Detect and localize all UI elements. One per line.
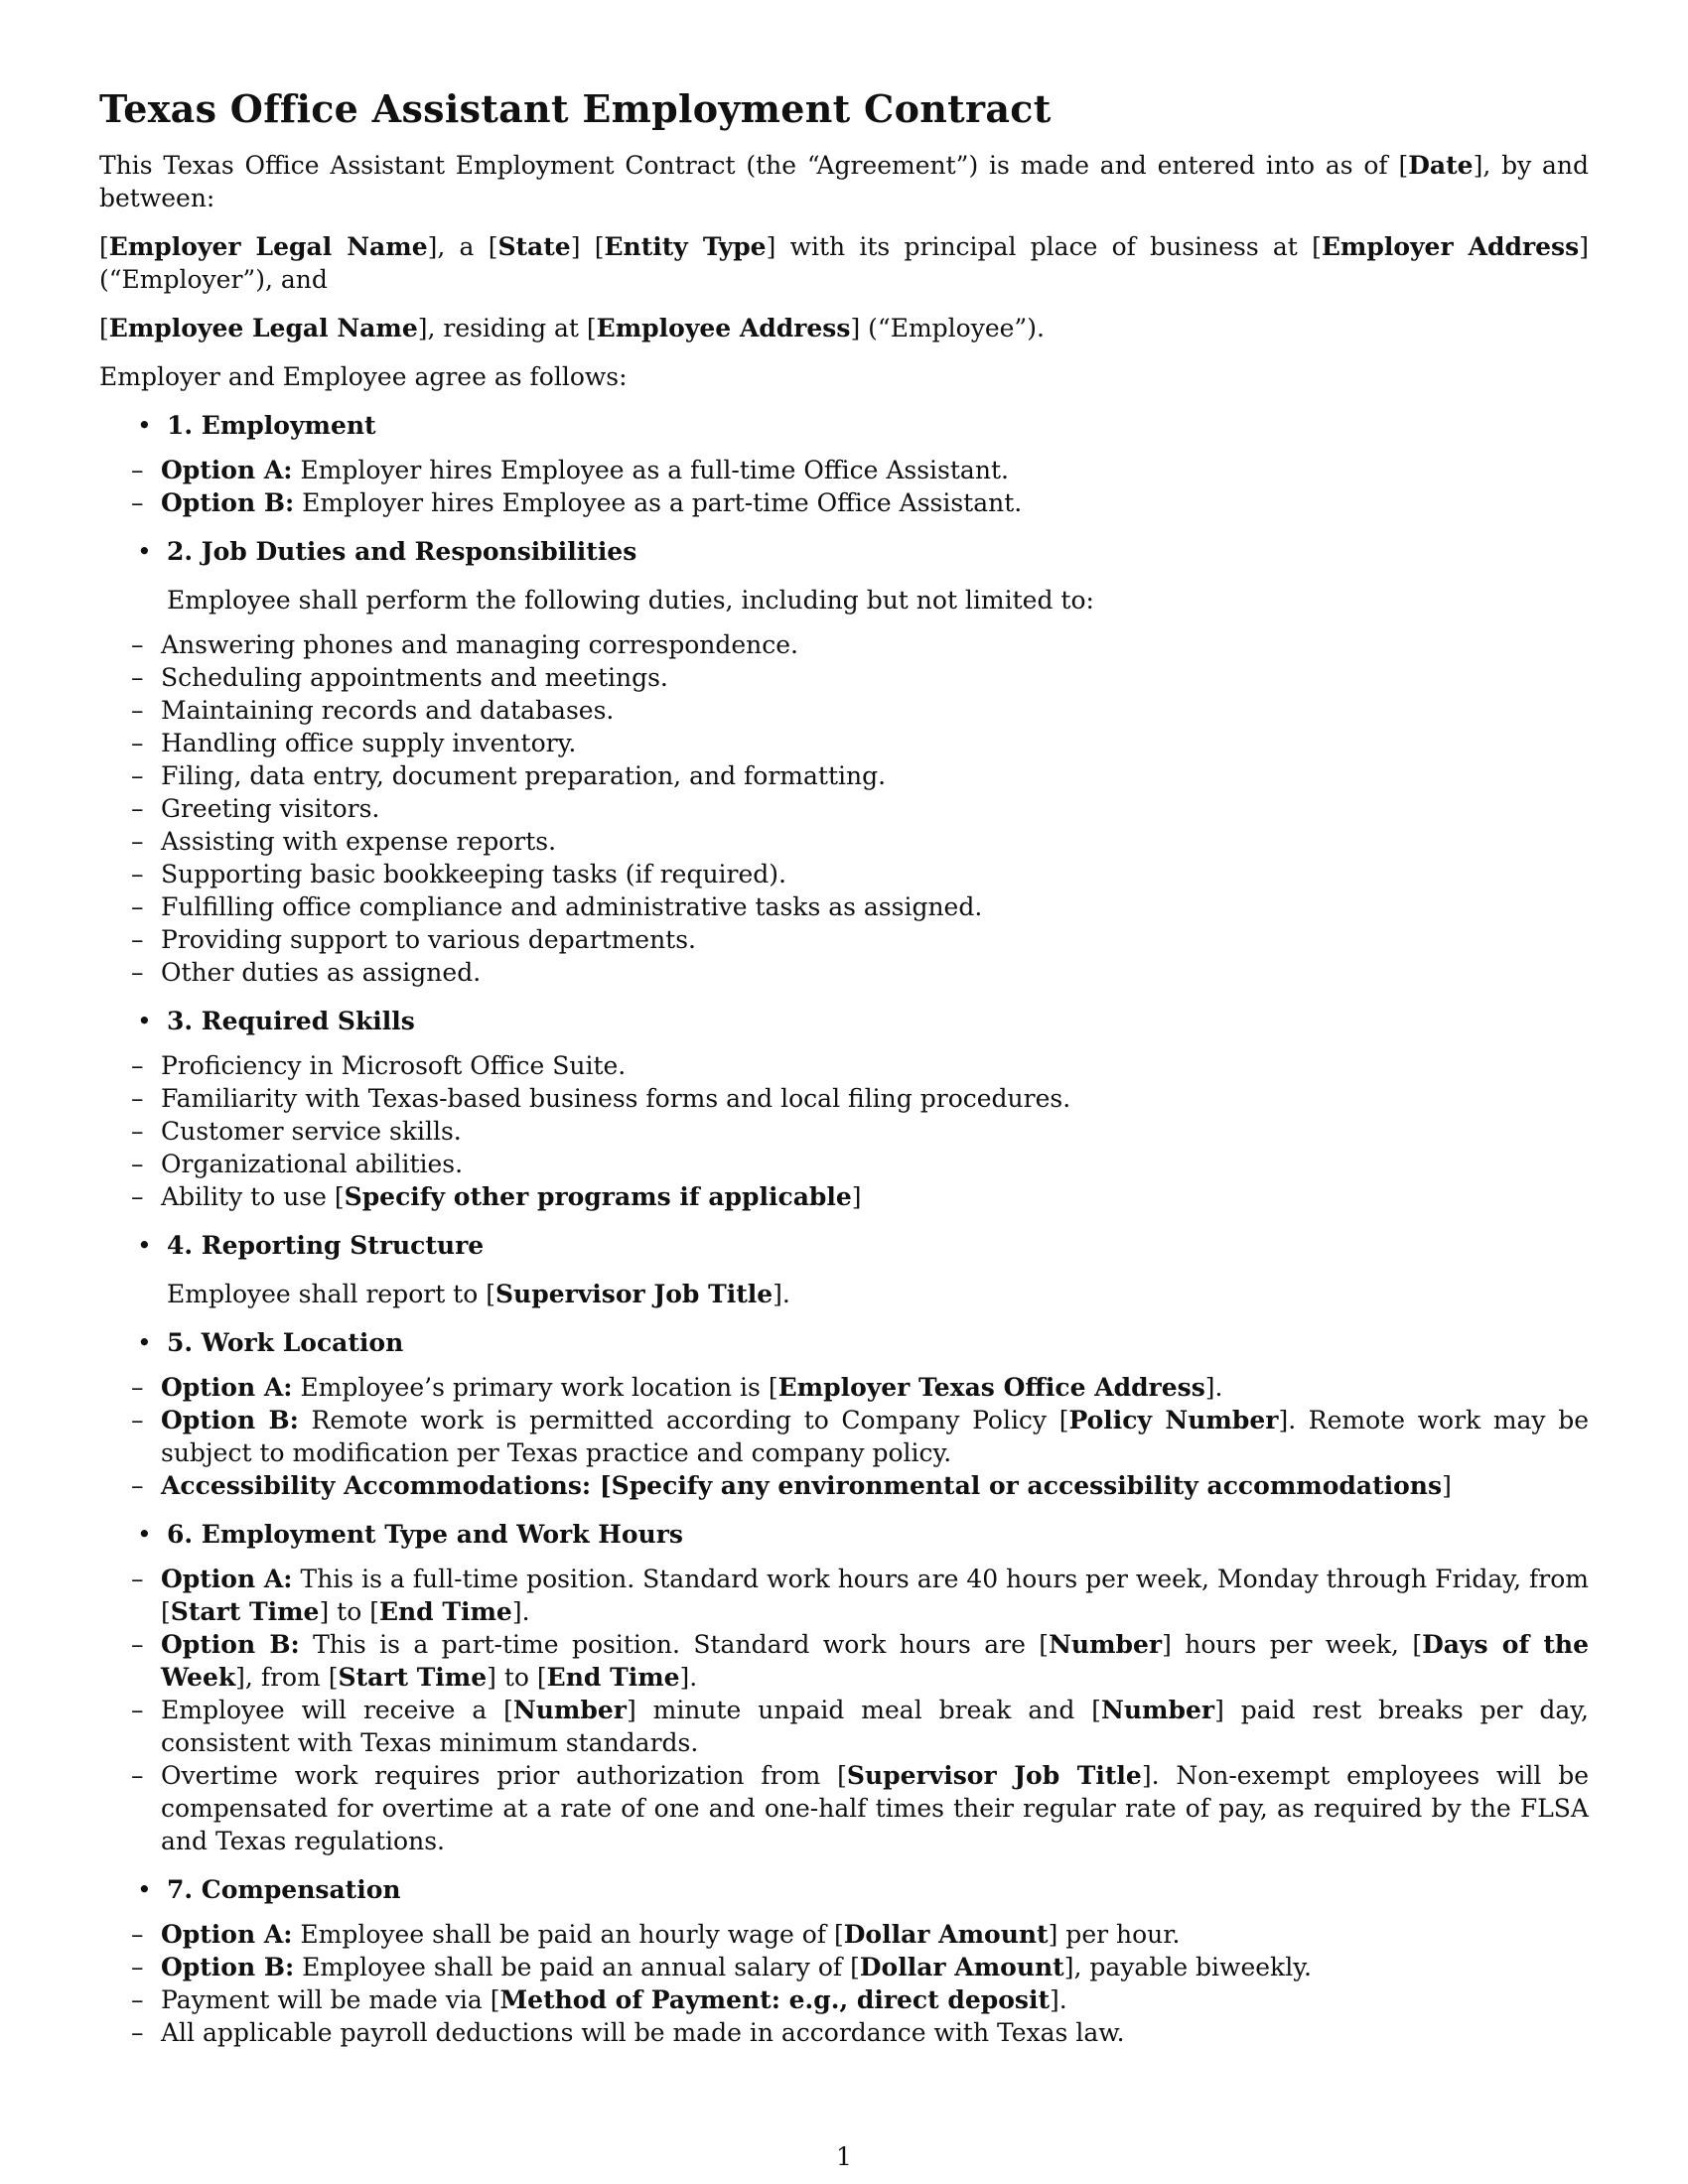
list-item: – Scheduling appointments and meetings. [131,663,668,692]
employer-legal-name-placeholder: Employer Legal Name [108,232,428,261]
list-item: – Option B: Employee shall be paid an annual salary of [Dollar Amount], payable biweekly. [131,1953,1312,1981]
bullet-icon: • [137,1007,152,1035]
list-item: – Maintaining records and databases. [131,696,615,725]
list-item: – Accessibility Accommodations: [Specify any environmental or accessibility accommodations] [131,1471,1452,1500]
section-heading: 7. Compensation [167,1875,401,1904]
bullet-icon: • [137,537,152,566]
list-item: – Payment will be made via [Method of Payment: e.g., direct deposit]. [131,1985,1067,2014]
skills-list [99,1049,1589,1213]
employee-address-placeholder: Employee Address [596,314,851,342]
list-item: – Organizational abilities. [131,1150,464,1178]
document-title: Texas Office Assistant Employment Contract [99,86,1052,131]
list-item: – Handling office supply inventory. [131,729,577,757]
section-heading: 6. Employment Type and Work Hours [167,1520,683,1549]
agree-paragraph: Employer and Employee agree as follows: [99,362,628,391]
section-work-hours [99,1518,1589,1857]
bullet-icon: • [137,1520,152,1549]
list-item: – Option A: Employer hires Employee as a full-time Office Assistant. [131,456,1009,484]
list-item: – Option B: Remote work is permitted according to Company Policy [Policy Number]. Remote work may be subject to modification per Texas practice and company policy. [131,1406,1589,1467]
duties-list [99,628,1589,989]
section-heading: 2. Job Duties and Responsibilities [167,537,637,566]
date-placeholder: Date [1408,151,1474,180]
list-item: – Other duties as assigned. [131,958,482,987]
list-item: – Familiarity with Texas-based business forms and local filing procedures. [131,1084,1071,1113]
employer-address-placeholder: Employer Address [1321,232,1580,261]
section-reporting-structure [99,1229,1589,1310]
section-heading: 1. Employment [167,411,376,440]
option-list [99,1371,1589,1502]
document-page [99,85,1589,2049]
section-compensation [99,1873,1589,2049]
entity-type-placeholder: Entity Type [604,232,767,261]
list-item: – Option B: Employer hires Employee as a part-time Office Assistant. [131,488,1023,517]
section-job-duties [99,535,1589,989]
section-work-location [99,1326,1589,1502]
section-heading: 5. Work Location [167,1328,404,1357]
list-item: – Filing, data entry, document preparation, and formatting. [131,761,887,790]
section-intro: Employee shall perform the following duties, including but not limited to: [167,586,1094,614]
state-placeholder: State [497,232,571,261]
list-item: – Assisting with expense reports. [131,827,557,856]
bullet-icon: • [137,1328,152,1357]
list-item: – All applicable payroll deductions will be made in accordance with Texas law. [131,2018,1125,2047]
list-item: – Option A: Employee shall be paid an hourly wage of [Dollar Amount] per hour. [131,1920,1181,1949]
bullet-icon: • [137,1875,152,1904]
list-item: – Customer service skills. [131,1117,462,1146]
list-item: – Greeting visitors. [131,794,380,823]
intro-paragraph: This Texas Office Assistant Employment Contract (the “Agreement”) is made and entered into as of [Date], by and between: [99,151,1589,212]
employee-legal-name-placeholder: Employee Legal Name [108,314,418,342]
list-item: – Answering phones and managing correspondence. [131,630,799,659]
other-programs-placeholder: Specify other programs if applicable [344,1182,852,1211]
supervisor-title-placeholder: Supervisor Job Title [494,1280,774,1308]
list-item: – Option A: Employee’s primary work location is [Employer Texas Office Address]. [131,1373,1223,1402]
employee-paragraph: [Employee Legal Name], residing at [Employee Address] (“Employee”). [99,314,1045,342]
option-list [99,1563,1589,1857]
list-item: – Option A: This is a full-time position. Standard work hours are 40 hours per week, Monday through Friday, from [Start Time] to [End Time]. [131,1565,1589,1626]
section-employment [99,409,1589,519]
section-heading: 4. Reporting Structure [167,1231,485,1260]
section-text: Employee shall report to [Supervisor Job Title]. [167,1280,790,1308]
list-item: – Proficiency in Microsoft Office Suite. [131,1051,627,1080]
option-list [99,1918,1589,2049]
section-required-skills [99,1005,1589,1213]
list-item: – Providing support to various departments. [131,925,697,954]
list-item: – Overtime work requires prior authorization from [Supervisor Job Title]. Non-exempt employees will be compensated for overtime at a rate of one and one-half times their regular rate of pay, as required by the FLSA and Texas regulations. [131,1761,1589,1855]
section-heading: 3. Required Skills [167,1007,415,1035]
list-item: – Employee will receive a [Number] minute unpaid meal break and [Number] paid rest breaks per day, consistent with Texas minimum standards. [131,1696,1589,1757]
bullet-icon: • [137,411,152,440]
option-list [99,454,1589,519]
bullet-icon: • [137,1231,152,1260]
list-item: – Ability to use [Specify other programs if applicable] [131,1182,862,1211]
list-item: – Fulfilling office compliance and administrative tasks as assigned. [131,892,983,921]
page-number: 1 [836,2142,852,2171]
list-item: – Option B: This is a part-time position. Standard work hours are [Number] hours per week, [Days of the Week], from [Start Time] to [End Time]. [131,1630,1589,1692]
list-item: – Supporting basic bookkeeping tasks (if required). [131,860,787,888]
employer-paragraph: [Employer Legal Name], a [State] [Entity Type] with its principal place of business at [Employer Address] (“Employer”), and [99,232,1589,294]
